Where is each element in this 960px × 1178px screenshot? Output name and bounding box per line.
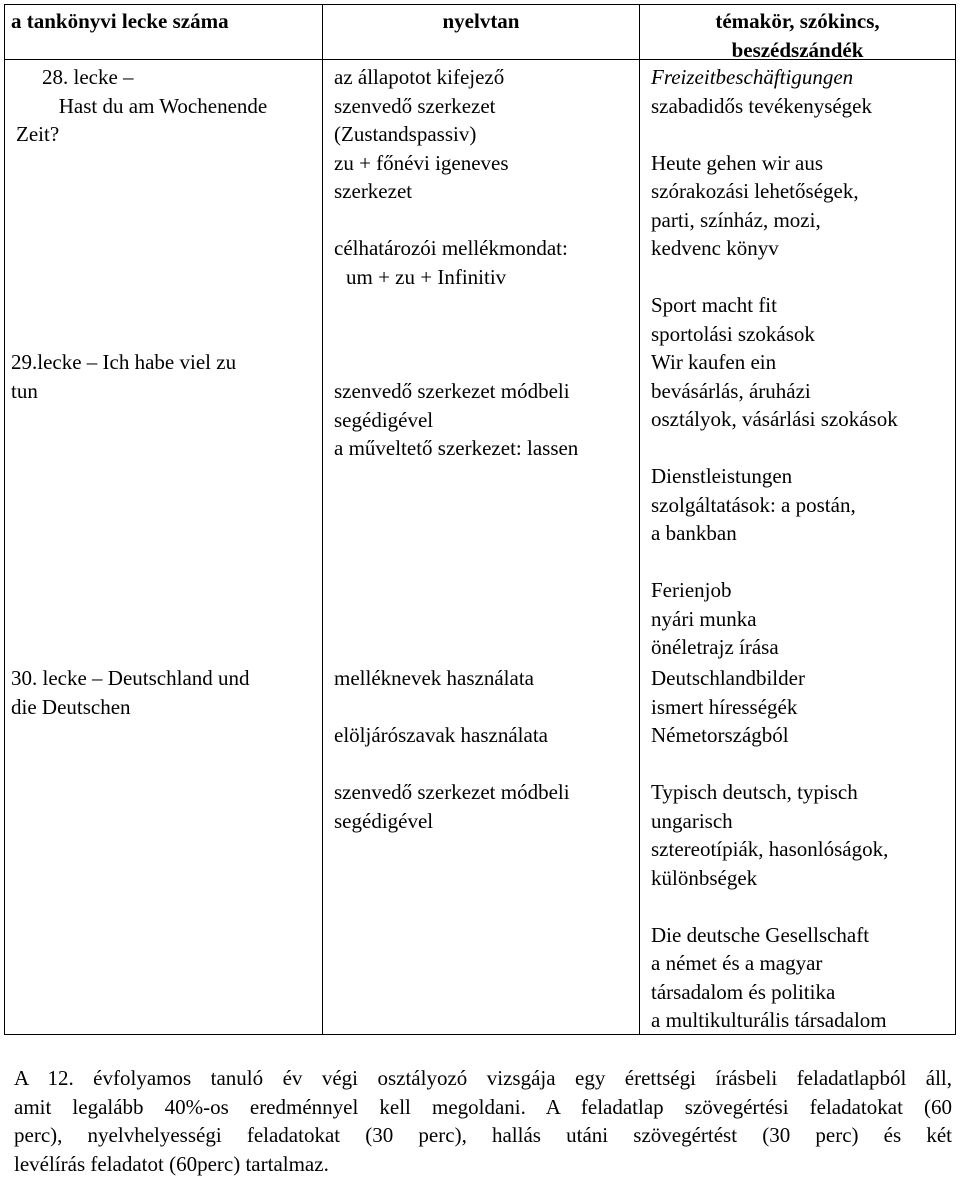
row2-topics-line: önéletrajz írása xyxy=(651,635,779,659)
row3-lesson-line: 30. lecke – Deutschland und xyxy=(11,666,250,690)
row1-grammar-line: (Zustandspassiv) xyxy=(334,122,477,146)
row1-topics xyxy=(651,63,951,348)
table-border-top xyxy=(4,4,956,5)
header-topics-line-2: beszédszándék xyxy=(731,37,864,62)
row1-topics-line: Sport macht fit xyxy=(651,293,777,317)
row3-topics-line: Deutschlandbilder xyxy=(651,666,805,690)
row3-grammar xyxy=(334,664,634,835)
row3-grammar-line: melléknevek használata xyxy=(334,666,534,690)
row1-topics-line: kedvenc könyv xyxy=(651,236,779,260)
row3-topics xyxy=(651,664,951,1035)
row3-topics-line: Németországból xyxy=(651,723,789,747)
row2-topics-line: osztályok, vásárlási szokások xyxy=(651,407,898,431)
row1-topics-line: szabadidős tevékenységek xyxy=(651,93,873,118)
header-grammar xyxy=(323,7,639,36)
row1-lesson-line: 28. lecke – xyxy=(42,65,134,89)
table-border-right xyxy=(955,4,956,1035)
row3-topics-line: a multikulturális társadalom xyxy=(651,1008,887,1032)
row3-topics-line: a német és a magyar xyxy=(651,951,823,975)
row2-lesson-line: 29.lecke – Ich habe viel zu xyxy=(11,350,237,374)
row3-topics-line: Die deutsche Gesellschaft xyxy=(651,922,870,947)
row3-topics-line: Typisch deutsch, typisch xyxy=(651,780,858,804)
row3-topics-line: sztereotípiák, hasonlóságok, xyxy=(651,837,889,861)
row1-grammar xyxy=(334,63,634,291)
row1-topics-line: sportolási szokások xyxy=(651,321,815,346)
paragraph-line: A 12. évfolyamos tanuló év végi osztályozó vizsgája egy érettségi írásbeli feladatlapból áll, xyxy=(14,1066,952,1090)
row1-grammar-line: um + zu + Infinitiv xyxy=(346,264,507,289)
table-border-left xyxy=(4,4,5,1035)
curriculum-table xyxy=(4,4,956,1035)
row2-topics-line: a bankban xyxy=(651,521,737,545)
row1-topics-line: Freizeitbeschäftigungen xyxy=(651,65,854,89)
row1-grammar-line: zu + főnévi igeneves xyxy=(334,150,509,175)
row2-topics-line: Wir kaufen ein xyxy=(651,350,777,374)
row1-grammar-line: célhatározói mellékmondat: xyxy=(334,236,568,260)
row1-grammar-line: szerkezet xyxy=(334,179,413,203)
row3-topics-line: ungarisch xyxy=(651,808,733,833)
row2-lesson xyxy=(11,348,316,405)
header-lesson-text: a tankönyvi lecke száma xyxy=(11,9,229,33)
paragraph-line: perc), nyelvhelyességi feladatokat (30 perc), hallás utáni szövegértést (30 perc) és két xyxy=(14,1123,952,1147)
paragraph-line: levélírás feladatot (60perc) tartalmaz. xyxy=(14,1151,329,1176)
row2-topics xyxy=(651,348,951,662)
row3-topics-line: különbségek xyxy=(651,865,758,890)
row3-grammar-line: elöljárószavak használata xyxy=(334,723,548,747)
header-topics xyxy=(640,7,955,64)
row3-grammar-line: szenvedő szerkezet módbeli xyxy=(334,780,570,804)
row1-topics-line: Heute gehen wir aus xyxy=(651,150,824,175)
row1-grammar-line: szenvedő szerkezet xyxy=(334,93,496,118)
column-divider-1 xyxy=(322,4,323,1035)
row2-topics-line: Dienstleistungen xyxy=(651,464,793,488)
row3-topics-line: ismert hírességék xyxy=(651,694,798,719)
row2-topics-line: nyári munka xyxy=(651,606,757,631)
row1-lesson-line: Hast du am Wochenende xyxy=(58,93,268,118)
header-topics-line-1: témakör, szókincs, xyxy=(715,9,880,33)
row3-grammar-line: segédigével xyxy=(334,808,434,833)
row2-topics-line: szolgáltatások: a postán, xyxy=(651,492,856,517)
header-lesson xyxy=(11,7,316,36)
row1-lesson xyxy=(4,63,322,149)
row1-topics-line: parti, színház, mozi, xyxy=(651,207,821,232)
exam-description-paragraph xyxy=(14,1064,952,1178)
row3-topics-line: társadalom és politika xyxy=(651,979,836,1004)
row2-grammar-line: a műveltető szerkezet: lassen xyxy=(334,436,579,460)
row2-topics-line: Ferienjob xyxy=(651,578,732,602)
row2-grammar-line: szenvedő szerkezet módbeli xyxy=(334,379,570,403)
row2-topics-line: bevásárlás, áruházi xyxy=(651,378,811,403)
row2-grammar-line: segédigével xyxy=(334,407,434,432)
row1-topics-line: szórakozási lehetőségek, xyxy=(651,179,859,203)
row3-lesson xyxy=(11,664,316,721)
row1-grammar-line: az állapotot kifejező xyxy=(334,65,505,89)
paragraph-line: amit legalább 40%-os eredménnyel kell megoldani. A feladatlap szövegértési feladatokat (60 xyxy=(14,1094,952,1119)
row2-lesson-line: tun xyxy=(11,378,38,403)
row1-lesson-line: Zeit? xyxy=(16,122,60,146)
column-divider-2 xyxy=(639,4,640,1035)
row2-grammar xyxy=(334,377,634,463)
row3-lesson-line: die Deutschen xyxy=(11,694,131,719)
header-grammar-text: nyelvtan xyxy=(442,9,520,33)
